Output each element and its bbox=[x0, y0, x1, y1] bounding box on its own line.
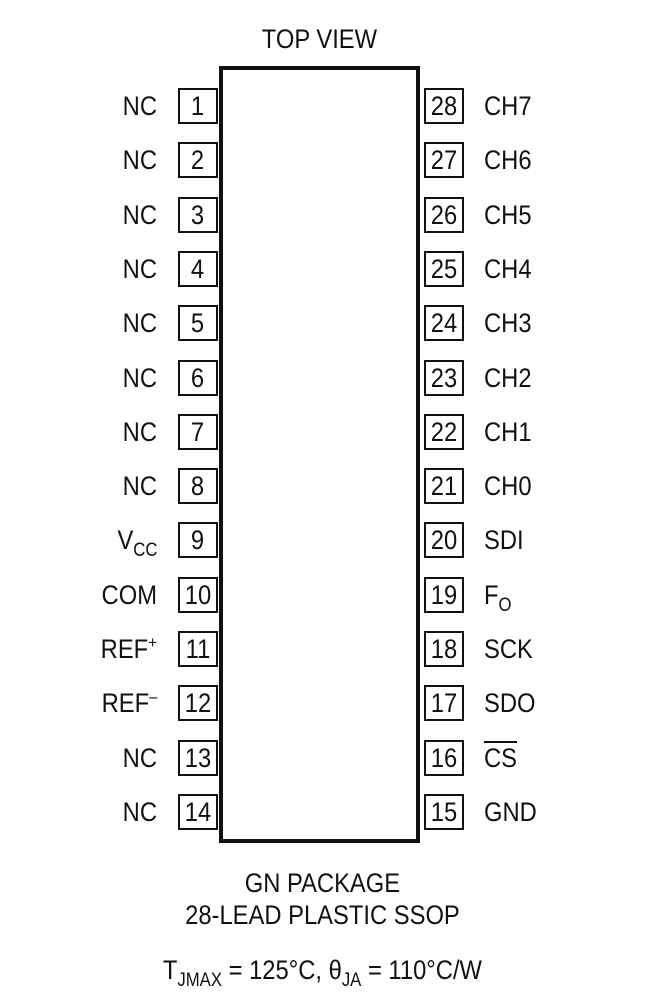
pin-26-label bbox=[484, 198, 538, 232]
pin-name-superscript: + bbox=[148, 633, 157, 652]
pin-18-box bbox=[424, 631, 464, 667]
pin-name: NC bbox=[122, 416, 157, 447]
pin-number: 24 bbox=[430, 308, 458, 339]
pin-18-label bbox=[484, 632, 540, 666]
pin-number: 5 bbox=[191, 308, 205, 339]
pin-number: 11 bbox=[185, 634, 211, 664]
pin-9-box bbox=[178, 522, 218, 558]
pin-8-label bbox=[118, 469, 157, 503]
pin-number: 7 bbox=[191, 416, 205, 447]
pin-7-box bbox=[178, 414, 218, 450]
pin-24-box bbox=[424, 305, 464, 341]
pin-number: 21 bbox=[430, 471, 458, 502]
pin-name: NC bbox=[122, 253, 157, 284]
ic-package-body bbox=[219, 66, 420, 843]
pin-6-box bbox=[178, 360, 218, 396]
pin-number: 23 bbox=[430, 362, 458, 393]
pin-name: CH4 bbox=[484, 253, 532, 284]
pin-21-box bbox=[424, 468, 464, 504]
pin-17-box bbox=[424, 685, 464, 721]
pin-number: 20 bbox=[430, 525, 458, 556]
pin-12-box bbox=[178, 685, 218, 721]
pin-name: CH3 bbox=[484, 308, 532, 339]
pin-number: 25 bbox=[430, 253, 458, 284]
pin-name: NC bbox=[122, 362, 157, 393]
pin-number: 9 bbox=[191, 525, 205, 556]
pin-7-label bbox=[118, 415, 157, 449]
pin-number: 26 bbox=[430, 199, 458, 230]
pin-1-label bbox=[118, 89, 157, 123]
pin-number: 13 bbox=[184, 742, 212, 773]
pin-number: 18 bbox=[430, 634, 458, 664]
pin-number: 12 bbox=[184, 688, 212, 719]
pin-name: NC bbox=[122, 145, 157, 176]
pin-1-box bbox=[178, 88, 218, 124]
pin-name: $\overline{CS}$ bbox=[484, 742, 518, 773]
pin-16-label bbox=[484, 741, 522, 775]
pin-name: COM bbox=[101, 579, 157, 610]
pin-5-label bbox=[118, 306, 157, 340]
pin-number: 8 bbox=[191, 471, 205, 502]
pin-14-box bbox=[178, 794, 218, 830]
pin-10-box bbox=[178, 577, 218, 613]
pin-20-label bbox=[484, 523, 529, 557]
view-title: TOP VIEW bbox=[261, 24, 378, 54]
pin-name: NC bbox=[122, 199, 157, 230]
pin-name: CH6 bbox=[484, 145, 532, 176]
pin-20-box bbox=[424, 522, 464, 558]
pin-number: 2 bbox=[191, 145, 205, 176]
pin-name: NC bbox=[122, 796, 157, 827]
tj-symbol: T bbox=[162, 955, 178, 985]
theta-value: = 110°C/W bbox=[361, 955, 482, 985]
pin-10-label bbox=[94, 578, 157, 612]
pin-11-label bbox=[93, 632, 157, 670]
pin-8-box bbox=[178, 468, 218, 504]
pin-23-label bbox=[484, 361, 538, 395]
pin-name: V bbox=[116, 525, 133, 556]
pin-name: CH5 bbox=[484, 199, 532, 230]
pin-name: SDI bbox=[484, 525, 524, 556]
package-description: 28-LEAD PLASTIC SSOP bbox=[185, 900, 460, 930]
pin-2-box bbox=[178, 142, 218, 178]
pin-25-box bbox=[424, 251, 464, 287]
pin-23-box bbox=[424, 360, 464, 396]
pin-name: CH0 bbox=[484, 471, 532, 502]
pin-17-label bbox=[484, 686, 543, 720]
pin-number: 17 bbox=[430, 688, 458, 719]
pin-name-superscript: – bbox=[148, 687, 157, 707]
tj-subscript: JMAX bbox=[177, 970, 222, 991]
pin-4-label bbox=[118, 252, 157, 286]
pin-number: 4 bbox=[191, 253, 205, 284]
package-name: GN PACKAGE bbox=[244, 868, 401, 898]
pin-15-box bbox=[424, 794, 464, 830]
pin-name: GND bbox=[484, 796, 537, 827]
pin-number: 19 bbox=[430, 579, 458, 610]
pin-name: SDO bbox=[484, 688, 536, 719]
pin-14-label bbox=[118, 795, 157, 829]
pin-24-label bbox=[484, 306, 538, 340]
pin-number: 6 bbox=[191, 362, 205, 393]
pin-15-label bbox=[484, 795, 544, 829]
pin-13-box bbox=[178, 740, 218, 776]
pin-name: REF bbox=[100, 634, 149, 664]
pin-27-box bbox=[424, 142, 464, 178]
pin-28-box bbox=[424, 88, 464, 124]
pin-16-box bbox=[424, 740, 464, 776]
pin-name: SCK bbox=[484, 634, 533, 664]
tj-value: = 125°C, bbox=[221, 955, 329, 985]
pin-number: 1 bbox=[191, 91, 205, 121]
pin-name: NC bbox=[122, 742, 157, 773]
pin-name: CH7 bbox=[484, 91, 532, 121]
thermal-spec bbox=[39, 955, 607, 991]
pin-name: F bbox=[484, 579, 499, 610]
pin-2-label bbox=[118, 143, 157, 177]
theta-symbol: θ bbox=[328, 955, 342, 985]
pin-number: 16 bbox=[430, 742, 458, 773]
pin-12-label bbox=[94, 686, 157, 724]
pin-number: 14 bbox=[184, 796, 212, 827]
pin-19-box bbox=[424, 577, 464, 613]
pin-name: CH2 bbox=[484, 362, 532, 393]
pin-name: NC bbox=[122, 91, 157, 121]
pin-21-label bbox=[484, 469, 538, 503]
pin-11-box bbox=[178, 631, 218, 667]
pin-28-label bbox=[484, 89, 538, 123]
pin-3-box bbox=[178, 197, 218, 233]
pin-name: NC bbox=[122, 471, 157, 502]
pin-19-label bbox=[484, 578, 515, 616]
pin-number: 22 bbox=[430, 416, 458, 447]
pin-name-subscript: O bbox=[498, 594, 512, 616]
pin-name: REF bbox=[101, 688, 149, 719]
pin-22-box bbox=[424, 414, 464, 450]
pin-13-label bbox=[118, 741, 157, 775]
pin-number: 10 bbox=[184, 579, 212, 610]
pin-25-label bbox=[484, 252, 538, 286]
pin-5-box bbox=[178, 305, 218, 341]
pin-26-box bbox=[424, 197, 464, 233]
pin-27-label bbox=[484, 143, 538, 177]
pin-4-box bbox=[178, 251, 218, 287]
pin-name: NC bbox=[122, 308, 157, 339]
pin-22-label bbox=[484, 415, 538, 449]
pin-number: 3 bbox=[191, 199, 205, 230]
pin-6-label bbox=[118, 361, 157, 395]
pin-name: CH1 bbox=[484, 416, 532, 447]
pin-number: 27 bbox=[430, 145, 458, 176]
pin-name-subscript: CC bbox=[132, 540, 157, 562]
pin-3-label bbox=[118, 198, 157, 232]
pin-9-label bbox=[112, 523, 157, 561]
pin-number: 28 bbox=[430, 91, 458, 121]
pin-number: 15 bbox=[430, 796, 458, 827]
theta-subscript: JA bbox=[341, 970, 362, 991]
